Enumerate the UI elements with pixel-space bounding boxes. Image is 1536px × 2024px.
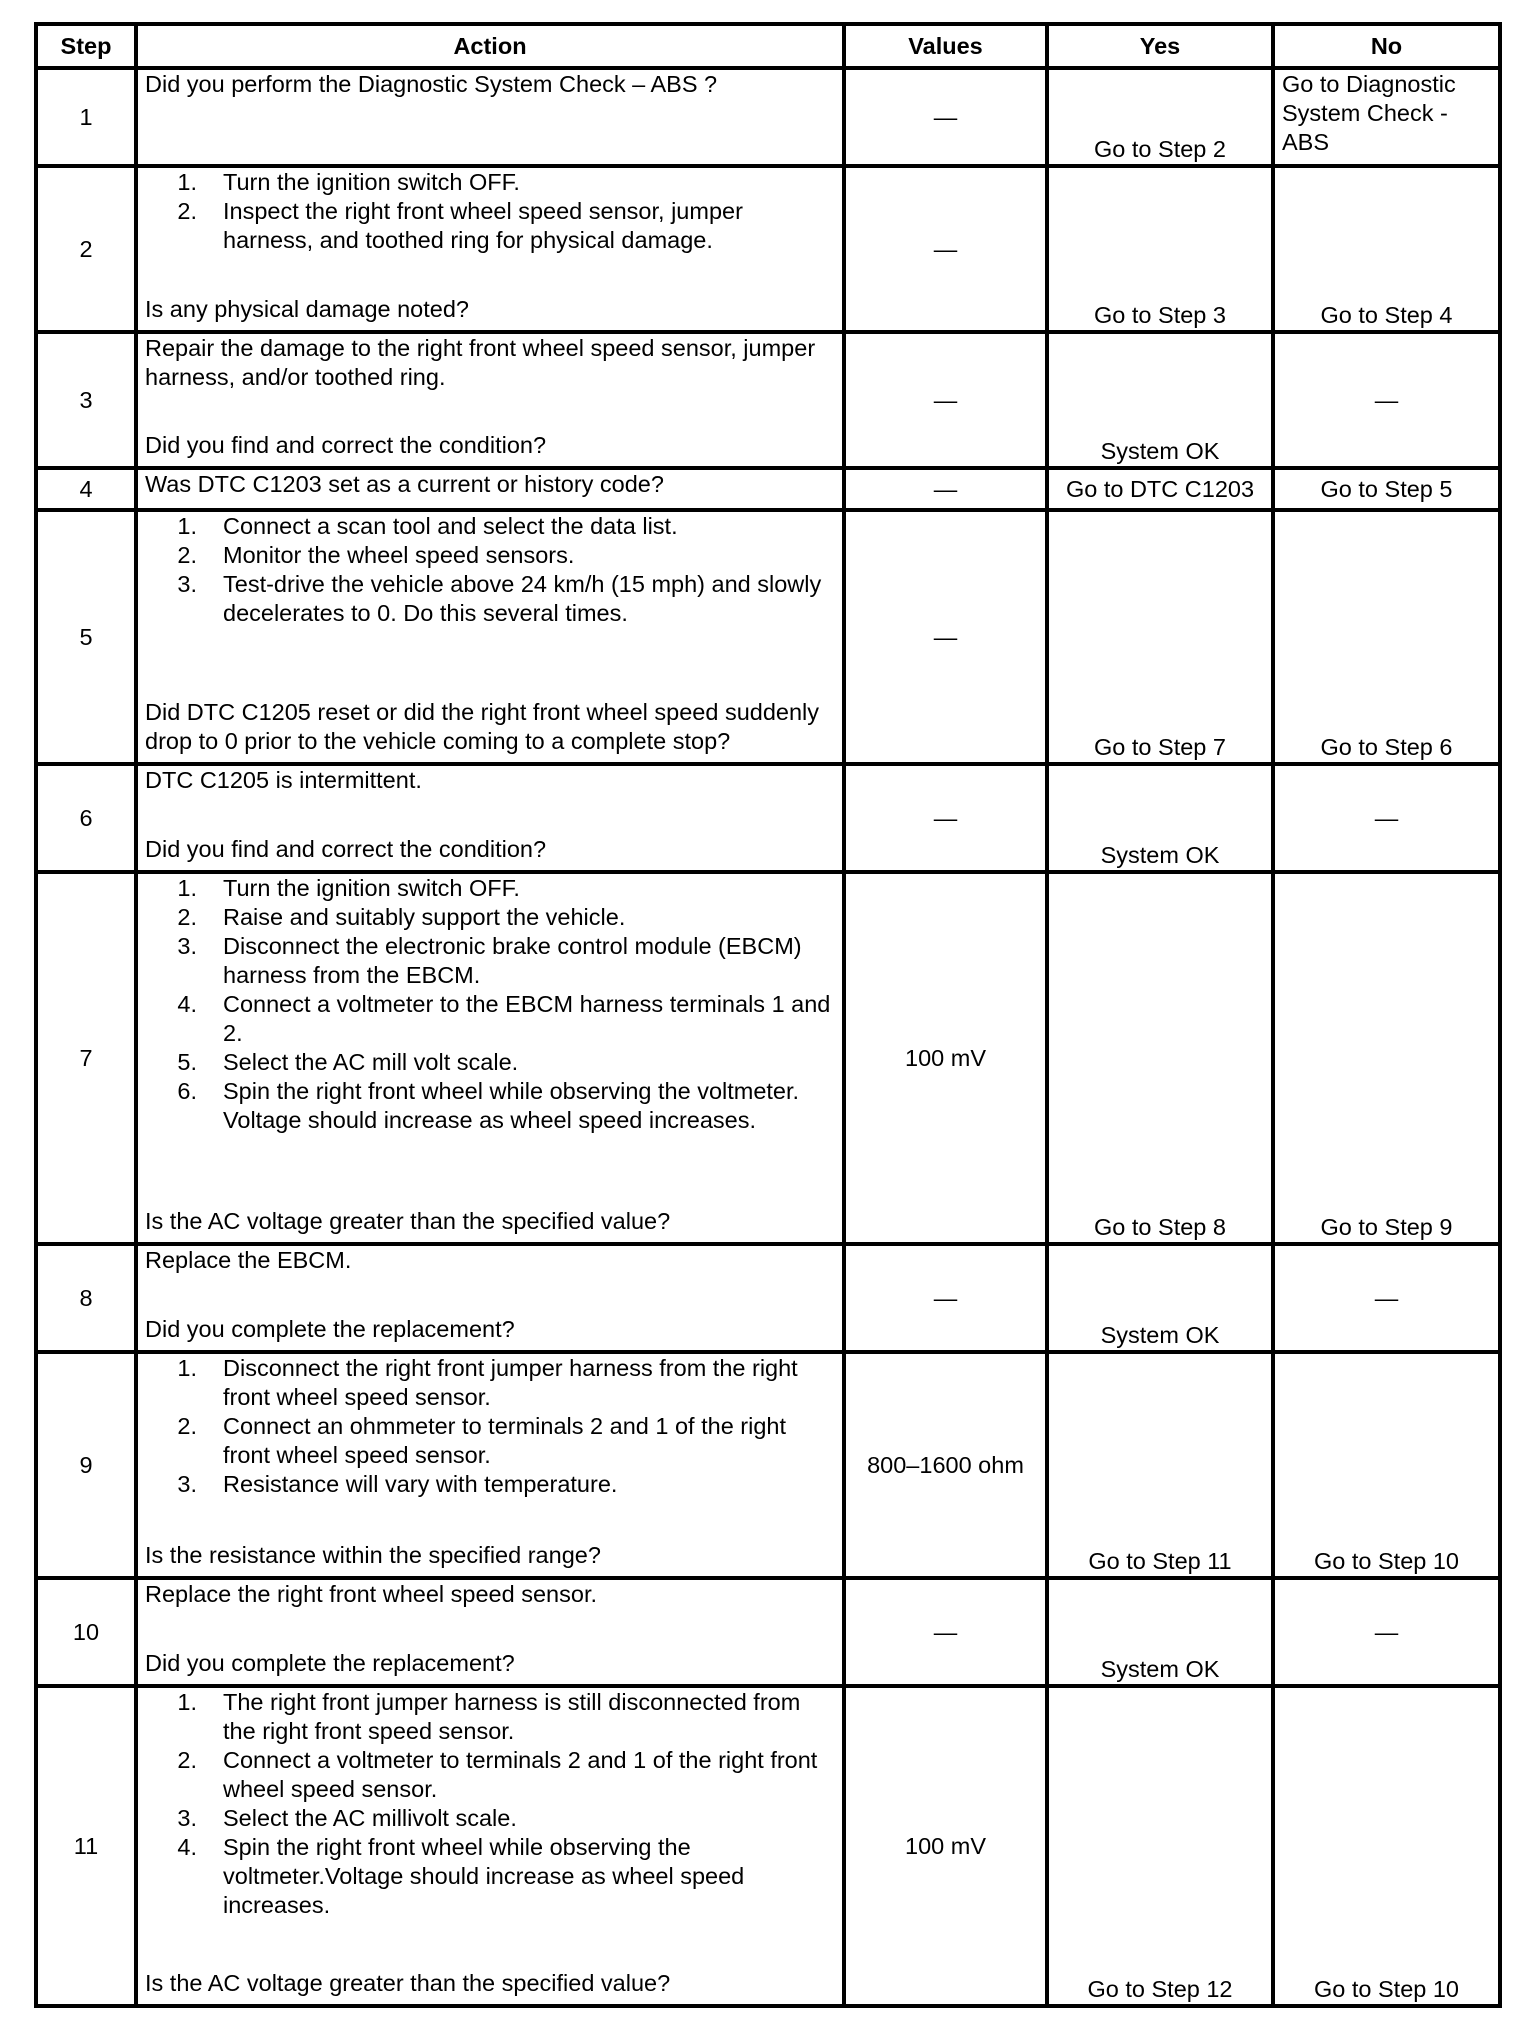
list-item: 2. Connect a voltmeter to terminals 2 and 1 of the right front wheel speed sensor. bbox=[145, 1746, 835, 1804]
list-item-text: Disconnect the right front jumper harness from the right front wheel speed sensor. bbox=[223, 1355, 798, 1410]
list-item-text: Connect a scan tool and select the data list. bbox=[223, 513, 678, 539]
header-no: No bbox=[1273, 24, 1500, 68]
header-yes: Yes bbox=[1047, 24, 1273, 68]
action-text: Repair the damage to the right front wheel speed sensor, jumper harness, and/or toothed ring. bbox=[145, 335, 816, 390]
list-item-text: Select the AC millivolt scale. bbox=[223, 1805, 517, 1831]
step-number: 8 bbox=[36, 1244, 136, 1352]
action-question: Did you find and correct the condition? bbox=[145, 432, 547, 458]
table-row bbox=[36, 1686, 1500, 2006]
value-cell: — bbox=[844, 1244, 1047, 1352]
action-text: Replace the EBCM. bbox=[145, 1247, 352, 1273]
table-row bbox=[36, 510, 1500, 764]
table-row bbox=[36, 1578, 1500, 1686]
action-text: DTC C1205 is intermittent. bbox=[145, 767, 422, 793]
list-item-text: Connect a voltmeter to terminals 2 and 1 of the right front wheel speed sensor. bbox=[223, 1747, 818, 1802]
list-item: 3. Disconnect the electronic brake control module (EBCM) harness from the EBCM. bbox=[145, 932, 835, 990]
yes-cell: Go to Step 12 bbox=[1047, 1686, 1273, 2006]
step-number: 4 bbox=[36, 468, 136, 510]
header-values: Values bbox=[844, 24, 1047, 68]
step-number: 6 bbox=[36, 764, 136, 872]
yes-cell: System OK bbox=[1047, 1578, 1273, 1686]
yes-cell: Go to Step 2 bbox=[1047, 68, 1273, 166]
yes-cell: Go to Step 11 bbox=[1047, 1352, 1273, 1578]
step-number: 2 bbox=[36, 166, 136, 332]
table-row bbox=[36, 468, 1500, 510]
value-cell: 800–1600 ohm bbox=[844, 1352, 1047, 1578]
list-item-text: The right front jumper harness is still disconnected from the right front speed sensor. bbox=[223, 1689, 801, 1744]
list-item: 2. Inspect the right front wheel speed sensor, jumper harness, and toothed ring for physical damage. bbox=[145, 197, 835, 255]
action-cell bbox=[136, 872, 844, 1244]
list-item-text: Inspect the right front wheel speed sensor, jumper harness, and toothed ring for physical damage. bbox=[223, 198, 743, 253]
no-cell: Go to Diagnostic System Check - ABS bbox=[1273, 68, 1500, 166]
value-cell: — bbox=[844, 510, 1047, 764]
list-item-text: Raise and suitably support the vehicle. bbox=[223, 904, 626, 930]
action-cell bbox=[136, 68, 844, 166]
yes-cell: Go to Step 7 bbox=[1047, 510, 1273, 764]
header-step: Step bbox=[36, 24, 136, 68]
list-item-text: Turn the ignition switch OFF. bbox=[223, 169, 520, 195]
table-row bbox=[36, 332, 1500, 468]
procedure-list bbox=[145, 874, 835, 1135]
list-item-text: Connect an ohmmeter to terminals 2 and 1 of the right front wheel speed sensor. bbox=[223, 1413, 787, 1468]
procedure-list bbox=[145, 1688, 835, 1920]
action-cell bbox=[136, 1352, 844, 1578]
value-cell: — bbox=[844, 332, 1047, 468]
action-cell bbox=[136, 510, 844, 764]
action-cell bbox=[136, 1686, 844, 2006]
value-cell: 100 mV bbox=[844, 872, 1047, 1244]
table-row bbox=[36, 1244, 1500, 1352]
action-cell bbox=[136, 764, 844, 872]
step-number: 10 bbox=[36, 1578, 136, 1686]
step-number: 5 bbox=[36, 510, 136, 764]
action-text: Replace the right front wheel speed sensor. bbox=[145, 1581, 597, 1607]
no-cell: Go to Step 5 bbox=[1273, 468, 1500, 510]
list-item-text: Connect a voltmeter to the EBCM harness terminals 1 and 2. bbox=[223, 991, 831, 1046]
list-item: 5. Select the AC mill volt scale. bbox=[177, 1049, 519, 1075]
yes-cell: System OK bbox=[1047, 764, 1273, 872]
list-item-text: Test-drive the vehicle above 24 km/h (15 mph) and slowly decelerates to 0. Do this several times. bbox=[223, 571, 822, 626]
header-action: Action bbox=[136, 24, 844, 68]
table-row bbox=[36, 872, 1500, 1244]
action-question: Is the AC voltage greater than the specified value? bbox=[145, 1208, 671, 1234]
yes-cell: System OK bbox=[1047, 1244, 1273, 1352]
action-question: Is any physical damage noted? bbox=[145, 296, 469, 322]
no-cell: Go to Step 6 bbox=[1273, 510, 1500, 764]
yes-cell: Go to DTC C1203 bbox=[1047, 468, 1273, 510]
no-cell: — bbox=[1273, 764, 1500, 872]
table-row bbox=[36, 166, 1500, 332]
action-question: Did you complete the replacement? bbox=[145, 1650, 515, 1676]
list-item: 2. Raise and suitably support the vehicle. bbox=[177, 904, 626, 930]
procedure-list bbox=[145, 512, 835, 628]
action-text: Was DTC C1203 set as a current or history code? bbox=[145, 471, 664, 497]
action-cell bbox=[136, 1578, 844, 1686]
action-question: Did DTC C1205 reset or did the right front wheel speed suddenly drop to 0 prior to the vehicle coming to a complete stop? bbox=[145, 699, 820, 754]
list-item: 1. Connect a scan tool and select the data list. bbox=[177, 513, 678, 539]
yes-cell: Go to Step 8 bbox=[1047, 872, 1273, 1244]
procedure-list bbox=[145, 1354, 835, 1499]
list-item: 1. The right front jumper harness is still disconnected from the right front speed sensor. bbox=[145, 1688, 835, 1746]
action-question: Is the resistance within the specified range? bbox=[145, 1542, 601, 1568]
value-cell: — bbox=[844, 166, 1047, 332]
value-cell: 100 mV bbox=[844, 1686, 1047, 2006]
list-item: 3. Resistance will vary with temperature. bbox=[177, 1471, 618, 1497]
list-item: 1. Disconnect the right front jumper harness from the right front wheel speed sensor. bbox=[145, 1354, 835, 1412]
list-item: 1. Turn the ignition switch OFF. bbox=[177, 875, 520, 901]
step-number: 11 bbox=[36, 1686, 136, 2006]
list-item: 4. Connect a voltmeter to the EBCM harness terminals 1 and 2. bbox=[145, 990, 835, 1048]
no-cell: Go to Step 10 bbox=[1273, 1686, 1500, 2006]
action-question: Did you find and correct the condition? bbox=[145, 836, 547, 862]
diagnostic-table bbox=[34, 22, 1502, 2008]
list-item-text: Resistance will vary with temperature. bbox=[223, 1471, 618, 1497]
action-cell bbox=[136, 468, 844, 510]
no-cell: — bbox=[1273, 332, 1500, 468]
no-cell: Go to Step 4 bbox=[1273, 166, 1500, 332]
step-number: 3 bbox=[36, 332, 136, 468]
no-cell: Go to Step 10 bbox=[1273, 1352, 1500, 1578]
list-item-text: Select the AC mill volt scale. bbox=[223, 1049, 519, 1075]
value-cell: — bbox=[844, 1578, 1047, 1686]
action-cell bbox=[136, 166, 844, 332]
step-number: 9 bbox=[36, 1352, 136, 1578]
action-question: Did you complete the replacement? bbox=[145, 1316, 515, 1342]
table-row bbox=[36, 68, 1500, 166]
list-item: 2. Connect an ohmmeter to terminals 2 and 1 of the right front wheel speed sensor. bbox=[145, 1412, 835, 1470]
action-cell bbox=[136, 1244, 844, 1352]
list-item: 3. Test-drive the vehicle above 24 km/h (15 mph) and slowly decelerates to 0. Do this several times. bbox=[145, 570, 835, 628]
value-cell: — bbox=[844, 68, 1047, 166]
action-text: Did you perform the Diagnostic System Check – ABS ? bbox=[145, 71, 718, 97]
header-row bbox=[36, 24, 1500, 68]
list-item: 4. Spin the right front wheel while observing the voltmeter.Voltage should increase as wheel speed increases. bbox=[145, 1833, 835, 1920]
list-item: 1. Turn the ignition switch OFF. bbox=[177, 169, 520, 195]
list-item-text: Monitor the wheel speed sensors. bbox=[223, 542, 575, 568]
list-item: 6. Spin the right front wheel while observing the voltmeter. Voltage should increase as wheel speed increases. bbox=[145, 1077, 835, 1135]
list-item: 2. Monitor the wheel speed sensors. bbox=[177, 542, 575, 568]
list-item-text: Spin the right front wheel while observing the voltmeter.Voltage should increase as wheel speed increases. bbox=[223, 1834, 745, 1918]
step-number: 1 bbox=[36, 68, 136, 166]
action-cell bbox=[136, 332, 844, 468]
procedure-list bbox=[145, 168, 835, 255]
value-cell: — bbox=[844, 468, 1047, 510]
list-item: 3. Select the AC millivolt scale. bbox=[177, 1805, 517, 1831]
action-question: Is the AC voltage greater than the specified value? bbox=[145, 1970, 671, 1996]
list-item-text: Disconnect the electronic brake control module (EBCM) harness from the EBCM. bbox=[223, 933, 802, 988]
yes-cell: Go to Step 3 bbox=[1047, 166, 1273, 332]
list-item-text: Turn the ignition switch OFF. bbox=[223, 875, 520, 901]
yes-cell: System OK bbox=[1047, 332, 1273, 468]
no-cell: Go to Step 9 bbox=[1273, 872, 1500, 1244]
value-cell: — bbox=[844, 764, 1047, 872]
list-item-text: Spin the right front wheel while observing the voltmeter. Voltage should increase as wheel speed increases. bbox=[223, 1078, 800, 1133]
table-row bbox=[36, 764, 1500, 872]
no-cell: — bbox=[1273, 1578, 1500, 1686]
no-cell: — bbox=[1273, 1244, 1500, 1352]
table-row bbox=[36, 1352, 1500, 1578]
step-number: 7 bbox=[36, 872, 136, 1244]
